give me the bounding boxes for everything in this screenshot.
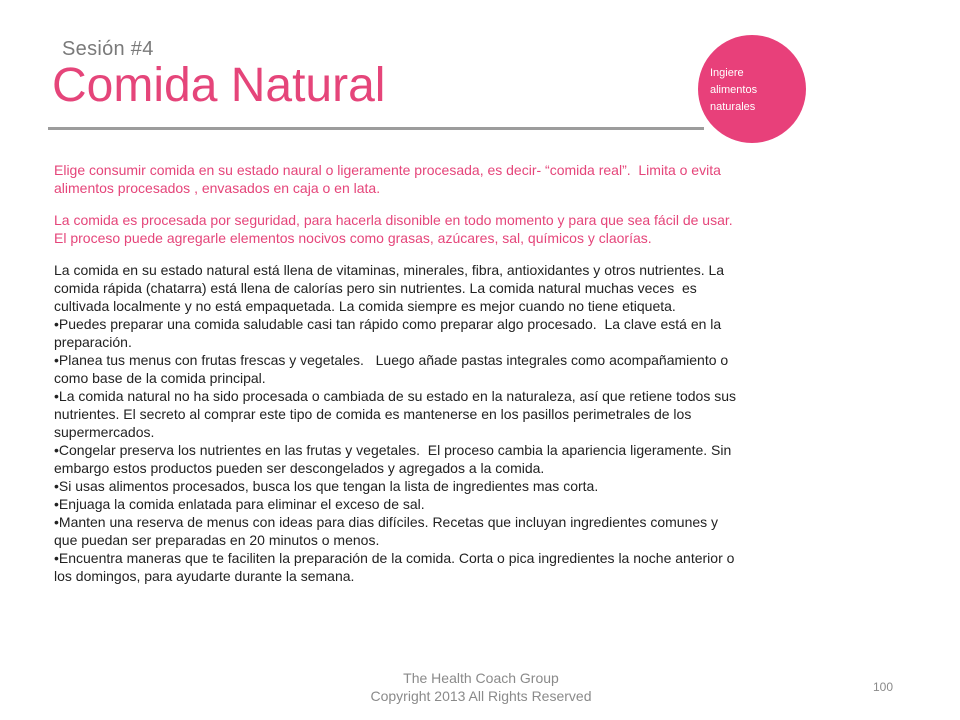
intro-line-1: Elige consumir comida en su estado naural o ligeramente procesada, es decir- “comida real”. Limita o evita <box>54 162 721 178</box>
processing-line-2: El proceso puede agregarle elementos nocivos como grasas, azúcares, sal, químicos y claorías. <box>54 230 652 246</box>
slide-content <box>54 161 854 599</box>
body-line: •Enjuaga la comida enlatada para eliminar el exceso de sal. <box>54 496 425 512</box>
body-line: nutrientes. El secreto al comprar este tipo de comida es mantenerse en los pasillos perimetrales de los <box>54 406 692 422</box>
body-line: •Encuentra maneras que te faciliten la preparación de la comida. Corta o pica ingredientes la noche anterior o <box>54 550 735 566</box>
footer-company: The Health Coach Group <box>403 670 559 686</box>
body-line: •Planea tus menus con frutas frescas y vegetales. Luego añade pastas integrales como acompañamiento o <box>54 352 729 368</box>
body-line: •Si usas alimentos procesados, busca los que tengan la lista de ingredientes mas corta. <box>54 478 599 494</box>
body-line: •Congelar preserva los nutrientes en las frutas y vegetales. El proceso cambia la apariencia ligeramente. Sin <box>54 442 732 458</box>
body-line: que puedan ser preparadas en 20 minutos o menos. <box>54 532 380 548</box>
body-line: cultivada localmente y no está empaquetada. La comida siempre es mejor cuando no tiene etiqueta. <box>54 298 676 314</box>
body-text <box>54 261 854 585</box>
footer-copyright: Copyright 2013 All Rights Reserved <box>370 688 592 704</box>
body-line: comida rápida (chatarra) está llena de calorías pero sin nutrientes. La comida natural muchas veces es <box>54 280 697 296</box>
body-line: •Manten una reserva de menus con ideas para dias difíciles. Recetas que incluyan ingredientes comunes y <box>54 514 719 530</box>
body-line: los domingos, para ayudarte durante la semana. <box>54 568 355 584</box>
highlight-badge <box>698 35 806 143</box>
badge-line-1: Ingiere <box>710 67 744 79</box>
body-line: •Puedes preparar una comida saludable casi tan rápido como preparar algo procesado. La clave está en la <box>54 316 722 332</box>
page-number: 100 <box>873 680 894 694</box>
body-line: embargo estos productos pueden ser descongelados y agregados a la comida. <box>54 460 545 476</box>
session-label: Sesión #4 <box>62 38 154 60</box>
badge-line-3: naturales <box>710 101 756 113</box>
badge-line-2: alimentos <box>710 84 758 96</box>
body-line: supermercados. <box>54 424 155 440</box>
body-line: como base de la comida principal. <box>54 370 266 386</box>
processing-paragraph <box>54 211 854 247</box>
body-line: La comida en su estado natural está llena de vitaminas, minerales, fibra, antioxidantes y otros nutrientes. La <box>54 262 725 278</box>
intro-paragraph <box>54 161 854 197</box>
footer <box>330 669 632 705</box>
badge-text <box>710 65 790 116</box>
body-line: •La comida natural no ha sido procesada o cambiada de su estado en la naturaleza, así que retiene todos sus <box>54 388 737 404</box>
intro-line-2: alimentos procesados , envasados en caja o en lata. <box>54 180 381 196</box>
page-title: Comida Natural <box>52 59 386 112</box>
processing-line-1: La comida es procesada por seguridad, para hacerla disonible en todo momento y para que sea fácil de usar. <box>54 212 733 228</box>
body-line: preparación. <box>54 334 132 350</box>
title-divider <box>48 127 704 130</box>
